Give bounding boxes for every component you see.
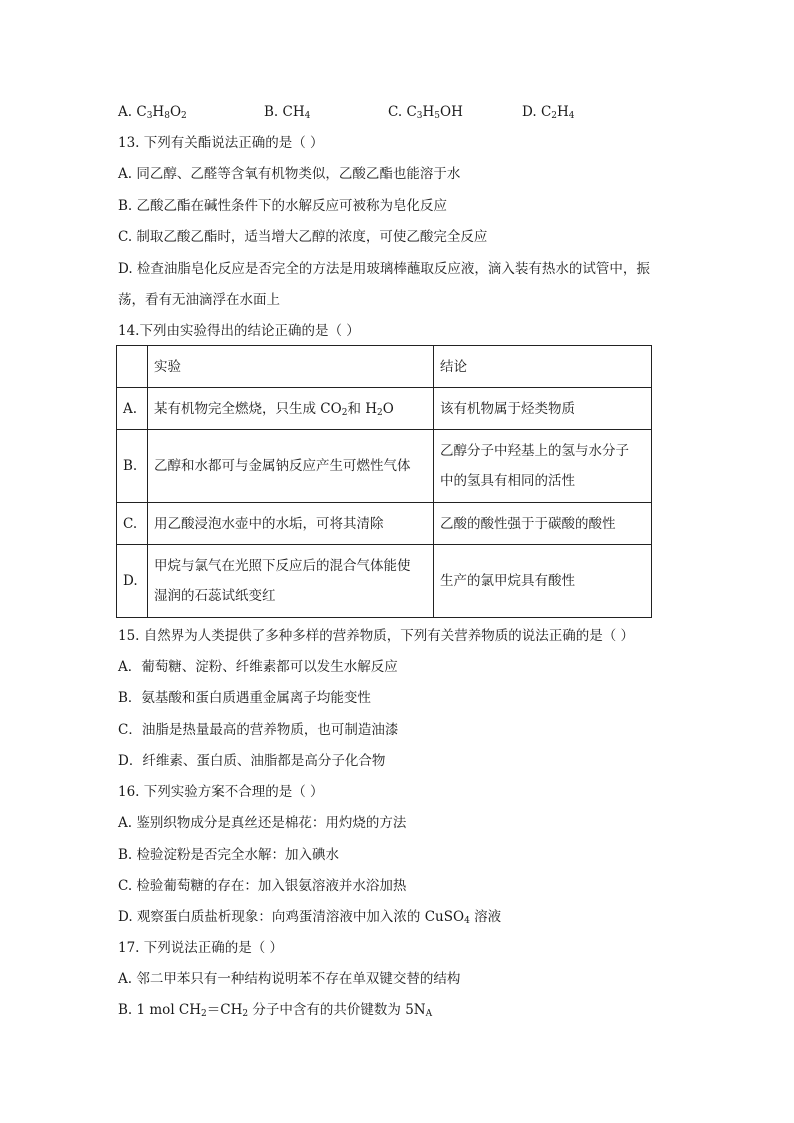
experiment-cell: 甲烷与氯气在光照下反应后的混合气体能使 湿润的石蕊试纸变红 [148, 545, 434, 618]
q13-stem: 13. 下列有关酯说法正确的是（ ） [118, 135, 324, 151]
q15-option-a: A．葡萄糖、淀粉、纤维素都可以发生水解反应 [118, 659, 398, 675]
q12-option-d: D. $C_2H_4$ [522, 104, 575, 121]
conclusion-cell: 生产的氯甲烷具有酸性 [434, 545, 652, 618]
q14-header-blank [117, 346, 148, 388]
row-label: C. [117, 503, 148, 545]
q16-option-c: C. 检验葡萄糖的存在：加入银氨溶液并水浴加热 [118, 878, 407, 894]
conclusion-cell: 乙醇分子中羟基上的氢与水分子 中的氢具有相同的活性 [434, 430, 652, 503]
q14-stem: 14.下列由实验得出的结论正确的是（ ） [118, 323, 360, 339]
conclusion-cell: 乙酸的酸性强于于碳酸的酸性 [434, 503, 652, 545]
q13-option-a: A. 同乙醇、乙醛等含氧有机物类似，乙酸乙酯也能溶于水 [118, 166, 461, 182]
q13-option-d-line2: 荡，看有无油滴浮在水面上 [118, 292, 280, 308]
q12-option-b: B. $CH_4$ [264, 104, 311, 121]
q15-option-c: C．油脂是热量最高的营养物质，也可制造油漆 [118, 722, 399, 738]
q16-option-d: D. 观察蛋白质盐析现象：向鸡蛋清溶液中加入浓的 CuSO$_4$ 溶液 [118, 909, 502, 926]
experiment-cell: 乙醇和水都可与金属钠反应产生可燃性气体 [148, 430, 434, 503]
q16-stem: 16. 下列实验方案不合理的是（ ） [118, 784, 324, 800]
q14-header-experiment: 实验 [148, 346, 434, 388]
q17-option-a: A. 邻二甲苯只有一种结构说明苯不存在单双键交替的结构 [118, 971, 461, 987]
q13-option-b: B. 乙酸乙酯在碱性条件下的水解反应可被称为皂化反应 [118, 198, 448, 214]
q14-row-b [117, 430, 652, 503]
q14-row-d [117, 545, 652, 618]
q14-table [116, 345, 652, 618]
q14-row-c [117, 503, 652, 545]
q12-option-a: A. $C_3H_8O_2$ [118, 104, 187, 121]
q16-option-a: A. 鉴别织物成分是真丝还是棉花：用灼烧的方法 [118, 815, 407, 831]
q17-stem: 17. 下列说法正确的是（ ） [118, 940, 284, 956]
q16-option-b: B. 检验淀粉是否完全水解：加入碘水 [118, 847, 340, 863]
q13-option-c: C. 制取乙酸乙酯时，适当增大乙醇的浓度，可使乙酸完全反应 [118, 229, 488, 245]
q13-option-d-line1: D. 检查油脂皂化反应是否完全的方法是用玻璃棒蘸取反应液，滴入装有热水的试管中，振 [118, 261, 650, 277]
q14-header-row [117, 346, 652, 388]
experiment-cell: 某有机物完全燃烧，只生成 $CO_2$和 $H_2O$ [148, 388, 434, 430]
q14-row-a [117, 388, 652, 430]
q17-option-b: B. 1 mol $CH_2=CH_2$ 分子中含有的共价键数为 $5N_A$ [118, 1002, 433, 1019]
row-label: B. [117, 430, 148, 503]
row-label: A. [117, 388, 148, 430]
q12-option-c: C. $C_3H_5OH$ [388, 104, 463, 121]
q15-option-b: B．氨基酸和蛋白质遇重金属离子均能变性 [118, 690, 371, 706]
q14-header-conclusion: 结论 [434, 346, 652, 388]
q15-stem: 15. 自然界为人类提供了多种多样的营养物质，下列有关营养物质的说法正确的是（ ） [118, 628, 635, 644]
experiment-cell: 用乙酸浸泡水壶中的水垢，可将其清除 [148, 503, 434, 545]
row-label: D. [117, 545, 148, 618]
q15-option-d: D．纤维素、蛋白质、油脂都是高分子化合物 [118, 753, 386, 769]
conclusion-cell: 该有机物属于烃类物质 [434, 388, 652, 430]
